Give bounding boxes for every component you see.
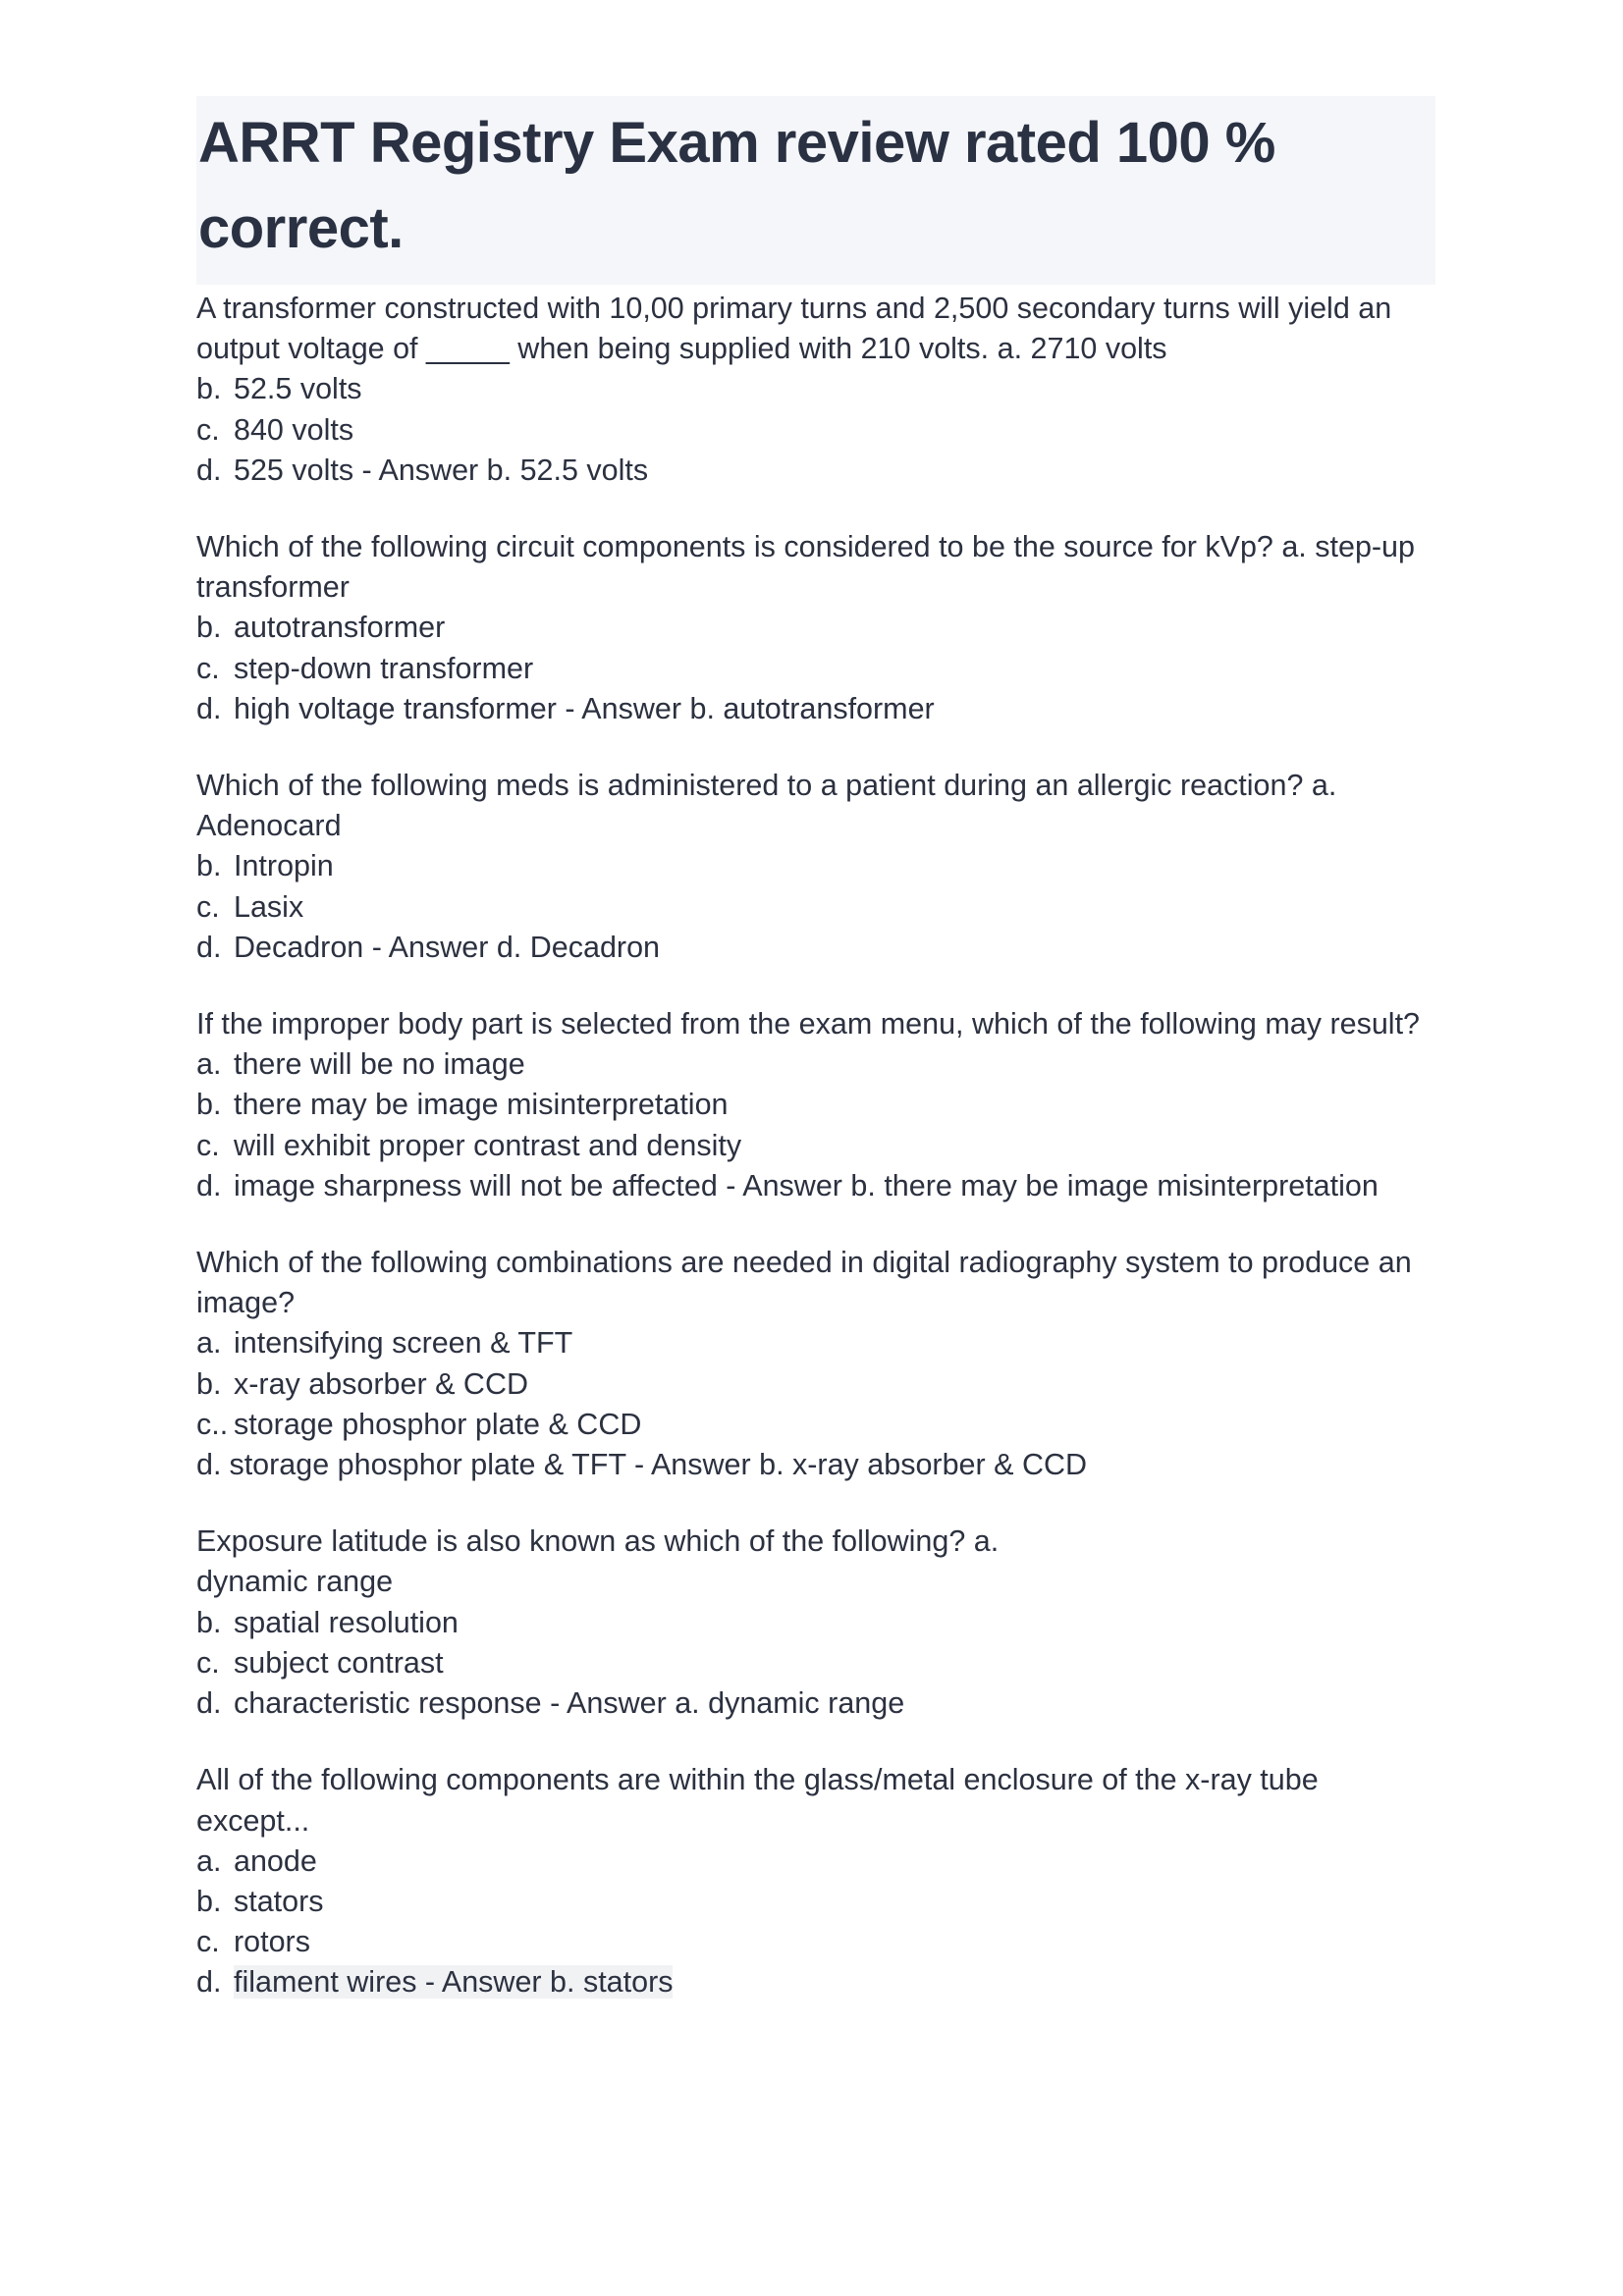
answer-option	[196, 451, 1435, 491]
page-title: ARRT Registry Exam review rated 100 % correct.	[198, 111, 1275, 260]
answer-option	[196, 1842, 1435, 1882]
option-text: will exhibit proper contrast and density	[234, 1128, 742, 1162]
option-text: subject contrast	[234, 1645, 444, 1680]
question-text: A transformer constructed with 10,00 primary turns and 2,500 secondary turns will yield an output voltage of _____ when being supplied with 210 volts. a. 2710 volts	[196, 292, 1392, 366]
option-text: Lasix	[234, 889, 304, 924]
option-letter: c.	[196, 1925, 220, 1959]
option-letter: d.	[196, 1448, 222, 1482]
option-text: rotors	[234, 1925, 310, 1959]
option-letter: c.	[196, 1128, 220, 1162]
option-letter: d.	[196, 930, 222, 964]
document-page	[196, 96, 1435, 2040]
option-letter: d.	[196, 691, 222, 725]
answer-option	[196, 649, 1435, 689]
answer-option	[196, 1922, 1435, 1962]
option-text: spatial resolution	[234, 1605, 459, 1639]
answer-option	[196, 846, 1435, 886]
answer-option	[196, 369, 1435, 409]
option-text: high voltage transformer - Answer b. autotransformer	[234, 691, 935, 725]
option-text: storage phosphor plate & TFT - Answer b. x-ray absorber & CCD	[229, 1448, 1088, 1482]
question-text: All of the following components are within the glass/metal enclosure of the x-ray tube except...	[196, 1763, 1319, 1838]
question-block-5	[196, 1243, 1435, 1485]
option-text: storage phosphor plate & CCD	[234, 1407, 642, 1441]
answer-option	[196, 1405, 1435, 1445]
option-letter: b.	[196, 1366, 222, 1401]
option-letter: b.	[196, 849, 222, 883]
question-text: Which of the following meds is administered to a patient during an allergic reaction? a. Adenocard	[196, 769, 1337, 843]
option-letter: c.	[196, 412, 220, 447]
option-text: filament wires - Answer b. stators	[234, 1965, 674, 2000]
question-block-3	[196, 766, 1435, 968]
answer-option	[196, 1044, 1435, 1085]
answer-option	[196, 410, 1435, 451]
option-letter: a.	[196, 1843, 222, 1878]
option-text: Intropin	[234, 849, 334, 883]
answer-option	[196, 1364, 1435, 1405]
option-text: there may be image misinterpretation	[234, 1088, 729, 1122]
option-text: there will be no image	[234, 1047, 525, 1082]
option-letter: a.	[196, 1326, 222, 1361]
title-block	[196, 96, 1435, 285]
option-letter: c..	[196, 1407, 229, 1441]
question-text-continued: dynamic range	[196, 1565, 394, 1599]
option-text: x-ray absorber & CCD	[234, 1366, 528, 1401]
question-text: If the improper body part is selected from the exam menu, which of the following may result?	[196, 1007, 1421, 1041]
answer-option	[196, 1603, 1435, 1643]
answer-option	[196, 887, 1435, 928]
option-text: step-down transformer	[234, 651, 534, 685]
question-block-7	[196, 1760, 1435, 2002]
option-text: image sharpness will not be affected - Answer b. there may be image misinterpretation	[234, 1168, 1379, 1202]
option-letter: a.	[196, 1047, 222, 1082]
option-text: stators	[234, 1884, 324, 1918]
option-letter: d.	[196, 1168, 222, 1202]
option-letter: b.	[196, 1605, 222, 1639]
answer-option	[196, 1445, 1435, 1485]
option-letter: d.	[196, 453, 222, 487]
option-letter: b.	[196, 1884, 222, 1918]
option-text: characteristic response - Answer a. dynamic range	[234, 1686, 905, 1721]
option-letter: c.	[196, 1645, 220, 1680]
answer-option	[196, 1126, 1435, 1166]
option-text: anode	[234, 1843, 317, 1878]
answer-option	[196, 608, 1435, 648]
option-text: Decadron - Answer d. Decadron	[234, 930, 660, 964]
answer-option	[196, 689, 1435, 729]
question-text: Which of the following combinations are needed in digital radiography system to produce an image?	[196, 1246, 1412, 1320]
answer-option	[196, 1683, 1435, 1724]
option-text: 52.5 volts	[234, 372, 362, 406]
answer-option	[196, 1962, 1435, 2002]
question-text: Which of the following circuit components is considered to be the source for kVp? a. step-up transformer	[196, 530, 1415, 605]
option-text: intensifying screen & TFT	[234, 1326, 573, 1361]
option-letter: c.	[196, 889, 220, 924]
option-text: 840 volts	[234, 412, 354, 447]
answer-option	[196, 1323, 1435, 1363]
answer-option	[196, 1166, 1435, 1206]
option-letter: b.	[196, 1088, 222, 1122]
question-text: Exposure latitude is also known as which of the following? a.	[196, 1524, 1000, 1559]
option-letter: b.	[196, 611, 222, 645]
option-letter: d.	[196, 1686, 222, 1721]
option-text: 525 volts - Answer b. 52.5 volts	[234, 453, 649, 487]
option-letter: d.	[196, 1965, 222, 2000]
question-block-2	[196, 527, 1435, 729]
question-block-6	[196, 1522, 1435, 1724]
answer-option	[196, 928, 1435, 968]
question-block-1	[196, 289, 1435, 491]
option-text: autotransformer	[234, 611, 446, 645]
option-letter: c.	[196, 651, 220, 685]
question-block-4	[196, 1004, 1435, 1206]
answer-option	[196, 1085, 1435, 1125]
answer-option	[196, 1882, 1435, 1922]
answer-option	[196, 1643, 1435, 1683]
option-letter: b.	[196, 372, 222, 406]
